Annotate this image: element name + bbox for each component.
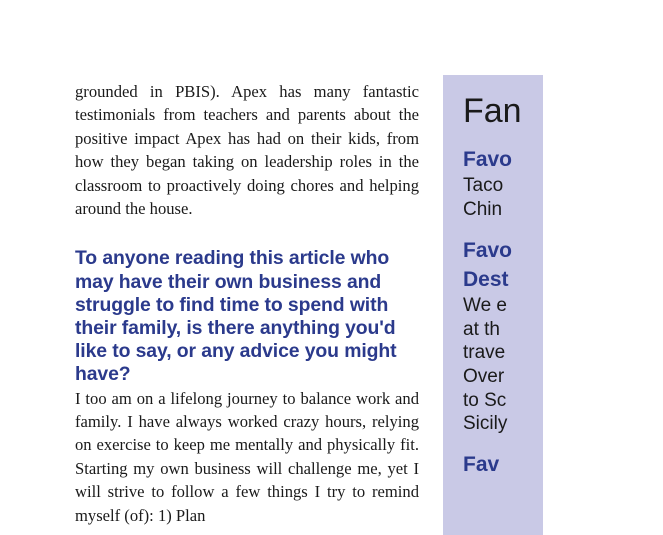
sidebar-heading-line: Fav: [463, 452, 500, 476]
sidebar-text-line: at th: [463, 318, 500, 340]
interview-answer: I too am on a lifelong journey to balance work and family. I have always worked crazy hours, relying on exercise to keep me mentally and physically fit. Starting my own business will challenge me, yet I will strive to follow a few things I try to remind myself (of): 1) Plan: [75, 388, 419, 525]
sidebar-text-line: Over: [463, 365, 505, 387]
interview-question: To anyone reading this article who may have their own business and struggle to find time to spend with their family, is there anything you'd like to say, or any advice you might have?: [75, 247, 397, 386]
article-column: [75, 80, 419, 527]
sidebar-section-heading: [463, 145, 663, 174]
sidebar-title: Fan: [463, 92, 522, 130]
sidebar-heading-line: Favo: [463, 239, 513, 263]
sidebar-section-text: [463, 174, 663, 221]
sidebar-heading-line: Dest: [463, 268, 509, 292]
sidebar-content: [463, 75, 663, 479]
sidebar-section-heading: [463, 450, 663, 479]
sidebar-section-3: [463, 450, 663, 479]
sidebar-text-line: Sicily: [463, 413, 508, 435]
sidebar-section-2: [463, 236, 663, 436]
sidebar-section-text: [463, 294, 663, 436]
sidebar-text-line: We e: [463, 295, 508, 317]
sidebar-text-line: Taco: [463, 175, 504, 196]
sidebar-heading-line: Favo: [463, 148, 513, 171]
sidebar-text-line: Chin: [463, 198, 503, 220]
intro-paragraph: grounded in PBIS). Apex has many fantastic testimonials from teachers and parents about the positive impact Apex has had on their kids, from how they began taking on leadership roles in the classroom to proactively doing chores and helping around the house.: [75, 82, 419, 219]
sidebar-text-line: to Sc: [463, 389, 507, 411]
sidebar-panel: [443, 75, 543, 535]
sidebar-section-1: [463, 145, 663, 221]
sidebar-text-line: trave: [463, 342, 506, 364]
sidebar-section-heading: [463, 236, 663, 294]
